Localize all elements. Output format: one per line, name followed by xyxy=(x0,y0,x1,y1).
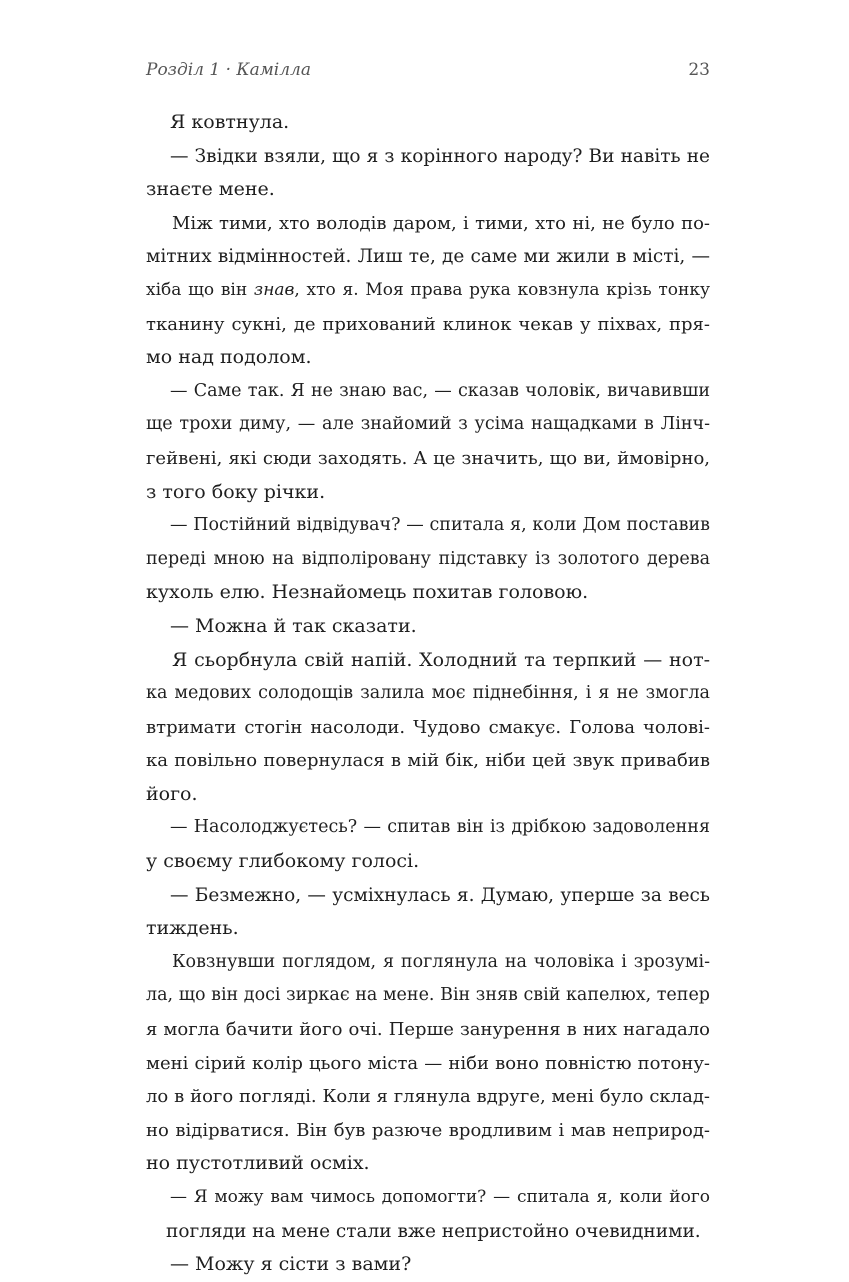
text-line: — Можу я сісти з вами? xyxy=(170,1253,412,1276)
text-line: ка повільно повернулася в мій бік, ніби цей звук привабив xyxy=(146,750,710,772)
text-line: ще трохи диму, — але знайомий з усіма нащадками в Лінч- xyxy=(146,414,710,435)
text-line: Ковзнувши поглядом, я поглянула на чоловіка і зрозумі- xyxy=(172,951,710,972)
text-line: но пустотливий осміх. xyxy=(146,1152,370,1175)
text-line: з того боку річки. xyxy=(146,480,326,503)
text-line: мітних відмінностей. Лиш те, де саме ми жили в місті, — xyxy=(146,246,710,268)
running-header xyxy=(146,60,710,86)
text-line: — Я можу вам чимось допомогти? — спитала я, коли його xyxy=(170,1187,710,1207)
text-line xyxy=(146,274,710,308)
page-number: 23 xyxy=(688,60,710,80)
text-line: Я ковтнула. xyxy=(170,111,290,133)
text-line: погляди на мене стали вже непристойно очевидними. xyxy=(166,1220,701,1242)
text-line: ло в його погляді. Коли я глянула вдруге, мені було склад- xyxy=(146,1086,710,1108)
text-line: тиждень. xyxy=(146,917,239,940)
text-line: Я сьорбнула свій напій. Холодний та терпкий — нот- xyxy=(172,648,710,671)
text-line: знаєте мене. xyxy=(146,178,275,201)
text-line: мо над подолом. xyxy=(146,346,312,369)
text-fragment: , хто я. Моя права рука ковзнула крізь тонку xyxy=(294,279,710,300)
text-line: його. xyxy=(146,782,198,805)
body-text xyxy=(146,106,710,1282)
text-line: — Звідки взяли, що я з корінного народу? Ви навіть не xyxy=(170,145,710,167)
text-line: переді мною на відполіровану підставку із золотого дерева xyxy=(146,548,710,569)
text-line: кухоль елю. Незнайомець похитав головою. xyxy=(146,581,589,604)
text-line: тканину сукні, де прихований клинок чекав у піхвах, пря- xyxy=(146,313,710,335)
text-line: но відірватися. Він був разюче вродливим і мав неприрод- xyxy=(146,1119,710,1141)
text-line: — Можна й так сказати. xyxy=(170,614,417,637)
emphasis-word: знав xyxy=(253,279,295,300)
text-line: ла, що він досі зиркає на мене. Він зняв свій капелюх, тепер xyxy=(146,985,710,1006)
text-line: — Постійний відвідувач? — спитала я, коли Дом поставив xyxy=(170,515,710,536)
text-fragment: хіба що він xyxy=(146,279,254,300)
chapter-title: Розділ 1 · Камілла xyxy=(146,60,312,80)
text-line: гейвені, які сюди заходять. А це значить, що ви, ймовірно, xyxy=(146,447,710,469)
text-line: мені сірий колір цього міста — ніби воно повністю потону- xyxy=(146,1052,710,1074)
text-line: Між тими, хто володів даром, і тими, хто ні, не було по- xyxy=(172,212,710,234)
text-line: — Насолоджуєтесь? — спитав він із дрібкою задоволення xyxy=(170,817,710,838)
text-line: у своєму глибокому голосі. xyxy=(146,850,420,873)
text-line: — Безмежно, — усміхнулась я. Думаю, уперше за весь xyxy=(170,884,710,906)
text-line: — Саме так. Я не знаю вас, — сказав чоловік, вичавивши xyxy=(170,380,710,401)
text-line: втримати стогін насолоди. Чудово смакує. Голова чолові- xyxy=(146,716,710,738)
text-line: я могла бачити його очі. Перше занурення в них нагадало xyxy=(146,1019,710,1041)
text-line: ка медових солодощів залила моє піднебіння, і я не змогла xyxy=(146,683,710,704)
